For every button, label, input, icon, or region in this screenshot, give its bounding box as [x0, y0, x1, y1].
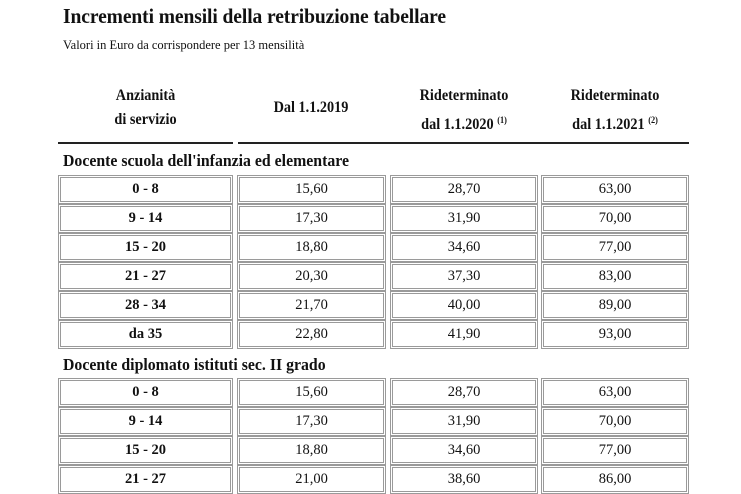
anzianita-cell: 9 - 14 — [58, 204, 233, 233]
header-rideterminato-2021 — [547, 84, 683, 137]
anzianita-cell: 21 - 27 — [58, 262, 233, 291]
value-cell: 70,00 — [541, 407, 689, 436]
value-cell: 22,80 — [237, 320, 386, 349]
value-cell: 34,60 — [390, 233, 538, 262]
anzianita-cell: 9 - 14 — [58, 407, 233, 436]
value-cell: 31,90 — [390, 204, 538, 233]
value-cell: 28,70 — [390, 175, 538, 204]
value-cell: 15,60 — [237, 378, 386, 407]
document-title: Incrementi mensili della retribuzione tabellare — [63, 4, 446, 28]
value-cell: 34,60 — [390, 436, 538, 465]
header-rideterminato-2020 — [396, 84, 532, 137]
footnote-ref-1: (1) — [497, 115, 507, 125]
header-anzianita-line1: Anzianità — [115, 87, 176, 104]
value-cell: 21,70 — [237, 291, 386, 320]
value-cell: 18,80 — [237, 436, 386, 465]
anzianita-cell: 0 - 8 — [58, 175, 233, 204]
value-cell: 83,00 — [541, 262, 689, 291]
value-cell: 41,90 — [390, 320, 538, 349]
header-anzianita — [65, 84, 226, 132]
value-cell: 86,00 — [541, 465, 689, 494]
anzianita-cell: 0 - 8 — [58, 378, 233, 407]
value-cell: 20,30 — [237, 262, 386, 291]
value-cell: 37,30 — [390, 262, 538, 291]
header-dal-2019-line1: Dal 1.1.2019 — [273, 99, 349, 116]
section-title-sec-ii-grado: Docente diplomato istituti sec. II grado — [63, 355, 326, 374]
value-cell: 63,00 — [541, 378, 689, 407]
header-2021-line2: dal 1.1.2021 $^{(2)}$ — [572, 115, 658, 133]
value-cell: 40,00 — [390, 291, 538, 320]
value-cell: 77,00 — [541, 233, 689, 262]
value-cell: 18,80 — [237, 233, 386, 262]
anzianita-cell: 21 - 27 — [58, 465, 233, 494]
header-2021-line1: Rideterminato — [570, 87, 660, 104]
value-cell: 38,60 — [390, 465, 538, 494]
value-cell: 15,60 — [237, 175, 386, 204]
header-2020-line2: dal 1.1.2020 $^{(1)}$ — [421, 115, 507, 133]
footnote-ref-2: (2) — [648, 115, 658, 125]
anzianita-cell: 15 - 20 — [58, 233, 233, 262]
value-cell: 93,00 — [541, 320, 689, 349]
value-cell: 21,00 — [237, 465, 386, 494]
header-divider-right — [238, 142, 689, 144]
anzianita-cell: 15 - 20 — [58, 436, 233, 465]
value-cell: 17,30 — [237, 407, 386, 436]
anzianita-cell: 28 - 34 — [58, 291, 233, 320]
section-title-infanzia: Docente scuola dell'infanzia ed elementare — [63, 151, 350, 170]
header-anzianita-line2: di servizio — [114, 111, 177, 128]
value-cell: 31,90 — [390, 407, 538, 436]
document-subtitle: Valori in Euro da corrispondere per 13 mensilità — [63, 38, 305, 52]
value-cell: 70,00 — [541, 204, 689, 233]
header-divider-left — [58, 142, 233, 144]
value-cell: 17,30 — [237, 204, 386, 233]
value-cell: 77,00 — [541, 436, 689, 465]
value-cell: 89,00 — [541, 291, 689, 320]
header-dal-2019 — [243, 96, 379, 120]
header-2020-line1: Rideterminato — [419, 87, 509, 104]
value-cell: 28,70 — [390, 378, 538, 407]
anzianita-cell: da 35 — [58, 320, 233, 349]
value-cell: 63,00 — [541, 175, 689, 204]
